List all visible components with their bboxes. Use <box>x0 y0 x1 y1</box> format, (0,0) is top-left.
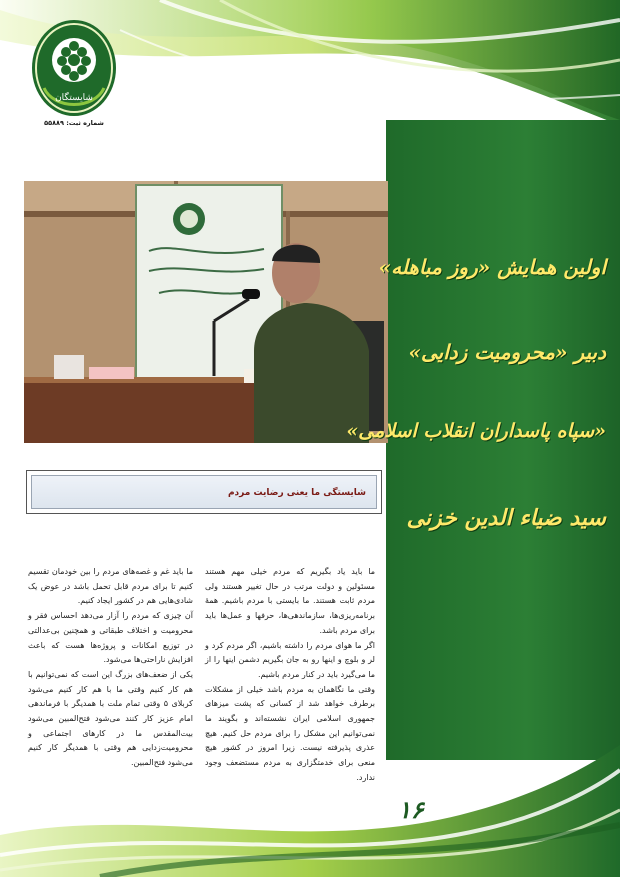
page-number: ۱۶ <box>398 795 424 824</box>
section-title-inner <box>31 475 377 509</box>
headline-role: دبیر «محرومیت زدایی» <box>408 340 606 364</box>
speaker-photo <box>24 181 388 443</box>
bottom-wave-decoration <box>0 725 620 877</box>
headline-person-name: سید ضیاء الدین خزنی <box>406 505 606 531</box>
section-title-box <box>26 470 382 514</box>
headline-event: اولین همایش «روز مباهله» <box>378 255 606 279</box>
svg-text:شایستگان: شایستگان <box>55 93 93 103</box>
section-title: شایستگی ما یعنی رضایت مردم <box>227 488 366 498</box>
article-column-left: ما باید غم و غصه‌های مردم را بین خودمان تقسیم کنیم تا برای مردم قابل تحمل باشد در عوض یک شادی‌هایی هم در کشور ایجاد کنیم. آن چیزی که مردم را آزار می‌دهد احساس فقر و محرومیت و اختلاف طبقاتی و همچنین بی‌عدالتی در توزیع امکانات و پروژه‌ها هست که باعث افزایش ناراحتی‌ها می‌شود. یکی از ضعف‌های بزرگ این است که نمی‌توانیم با هم کار کنیم وقتی ما با هم کار کنیم می‌شود کربلای ۵ وقتی تمام ملت با همدیگر با فرماندهی امام عزیز کار کنند می‌شود فتح‌المبین می‌شود بیت‌المقدس ما در کارهای اجتماعی و محرومیت‌زدایی هم وقتی با همدیگر کار کنیم می‌شود فتح‌المبین. <box>28 567 193 768</box>
organization-logo <box>30 18 118 118</box>
headline-organization: «سپاه پاسداران انقلاب اسلامی» <box>346 420 606 442</box>
article-column-right: ما باید یاد بگیریم که مردم خیلی مهم هستند مسئولین و دولت مرتب در حال تغییر هستند ولی مردم ثابت هستند. ما بایستی با مردم باشیم. همهٔ برنامه‌ریزی‌ها، سازماندهی‌ها، حرفها و عمل‌ها باید برای مردم باشد. اگر ما هوای مردم را داشته باشیم، اگر مردم کرد و لر و بلوچ و اینها رو به جان بگیریم دشمن اینها را از ما می‌گیرد باید در کنار مردم باشیم. وقتی ما نگاهمان به مردم باشد خیلی از مشکلات برطرف خواهد شد از کسانی که پشت میزهای جمهوری اسلامی ایران نشسته‌اند و بگویند ما نمی‌توانیم این مشکل را برای مردم حل کنیم. هیچ عذری پذیرفته نیست. زیرا امروز در کشور هیچ منعی برای خدمتگزاری به مردم مستضعف وجود ندارد. <box>205 567 375 782</box>
registration-number: شماره ثبت: ۵۵۸۸۹ <box>44 119 104 127</box>
